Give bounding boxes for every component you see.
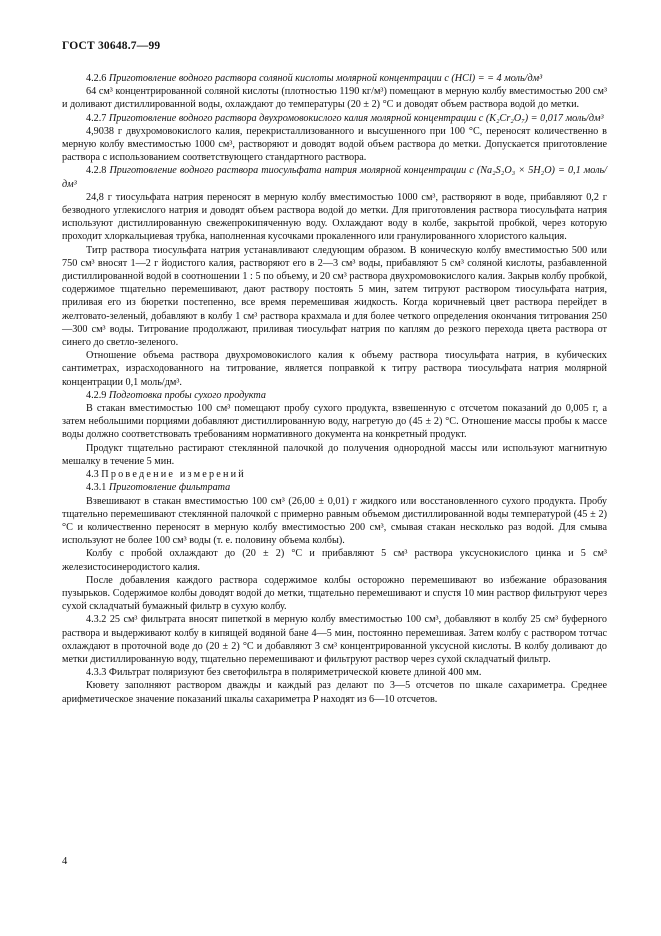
paragraph: В стакан вместимостью 100 см³ помещают пробу сухого продукта, взвешенную с отсчетом показаний до 0,005 г, а затем небольшими порциями добавляют дистиллированную воду, нагретую до (45 ± 2) °С. Отношение массы пробы к массе воды должно соответствовать требованиям нормативного документа на конкретный продукт. [62,403,607,441]
paragraph: 4.3.2 25 см³ фильтрата вносят пипеткой в мерную колбу вместимостью 100 см³, добавляют в колбу 25 см³ буферного раствора и выдерживают колбу в кипящей водяной бане 4—5 мин, постоянно перемешивая. Затем колбу с раствором тотчас охлаждают в проточной воде до (20 ± 2) °С и добавляют 3 см³ концентрированной уксусной кислоты. В колбу доливают до метки дистиллированную воду, тщательно перемешивают и фильтруют раствор через сухой складчатый фильтр. [62,614,607,665]
section-heading: 4.3.1 Приготовление фильтрата [86,482,231,494]
paragraph: 24,8 г тиосульфата натрия переносят в мерную колбу вместимостью 1000 см³, растворяют в воде, прибавляют 0,2 г безводного углекислого натрия и доводят объем раствора водой до метки. Для приготовления раствора тиосульфата натрия используют дистиллированную свежепрокипяченную воду. Охлаждают воду в колбе, закрытой пробкой, через которую проходит хлоркальциевая трубка, наполненная кусочками прокаленного или гранулированного хлористого кальция. [62,191,607,243]
paragraph: Продукт тщательно растирают стеклянной палочкой до получения однородной массы или используют магнитную мешалку в течение 5 мин. [62,442,607,467]
section-heading: 4.2.8 Приготовление водного раствора тиосульфата натрия молярной концентрации с (Na₂S₂O₃ × 5H₂O) = 0,1 моль/дм³ [62,165,607,190]
paragraph: Отношение объема раствора двухромовокислого калия к объему раствора тиосульфата натрия, в кубических сантиметрах, израсходованного на титрование, является поправкой к титру раствора тиосульфата натрия молярной концентрации 0,1 моль/дм³. [62,350,607,388]
document-page [62,40,607,706]
paragraph: 64 см³ концентрированной соляной кислоты (плотностью 1190 кг/м³) помещают в мерную колбу вместимостью 200 см³ и доливают дистиллированной воды, охлаждают до температуры (20 ± 2) °С и доводят объем раствора водой до метки. [62,86,607,111]
page-number: 4 [62,856,68,867]
section-heading: 4.3 Проведение измерений [86,469,246,481]
document-body [62,72,607,706]
paragraph: 4.3.3 Фильтрат поляризуют без светофильтра в поляриметрической кювете длиной 400 мм. [86,667,482,679]
paragraph: 4,9038 г двухромовокислого калия, перекристаллизованного и высушенного при 100 °С, переносят количественно в мерную колбу вместимостью 1000 см³, растворяют и доводят водой объем раствора до метки. Допускается приготовление раствора с использованием соответствующего стандартного раствора. [62,125,607,164]
paragraph: Титр раствора тиосульфата натрия устанавливают следующим образом. В коническую колбу вместимостью 500 или 750 см³ вносят 1—2 г йодистого калия, растворяют его в 2—3 см³ воды, прибавляют 5 см³ соляной кислоты, разбавленной дистиллированной водой в соотношении 1 : 5 по объему, и 20 см³ раствора двухромовокислого калия. Закрыв колбу пробкой, содержимое тщательно перемешивают, дают раствору постоять 5 мин, затем титруют раствором тиосульфата натрия, приливая его из бюретки постепенно, все время перемешивая жидкость. Когда коричневый цвет раствора перейдет в желтовато-зеленый, добавляют в колбу 1 см³ раствора крахмала и для более четкого определения окончания титрования 250—300 см³ воды. Титрование продолжают, приливая тиосульфат натрия по каплям до резкого перехода цвета раствора от синего до светло-зеленого. [62,244,607,349]
section-heading: 4.2.9 Подготовка пробы сухого продукта [86,389,266,401]
paragraph: После добавления каждого раствора содержимое колбы осторожно перемешивают во избежание образования пузырьков. Содержимое колбы доводят водой до метки, тщательно перемешивают и спустя 10 мин раствор фильтруют через сухой складчатый бумажный фильтр в сухую колбу. [62,574,607,613]
paragraph: Кювету заполняют раствором дважды и каждый раз делают по 3—5 отсчетов по шкале сахариметра. Среднее арифметическое значение показаний шкалы сахариметра P находят из 6—10 отсчетов. [62,680,607,705]
section-heading: 4.2.6 Приготовление водного раствора соляной кислоты молярной концентрации с (HCl) = = 4 моль/дм³ [86,73,543,84]
section-heading: 4.2.7 Приготовление водного раствора двухромовокислого калия молярной концентрации с (K₂Cr₂O₇) = 0,017 моль/дм³ [86,112,604,124]
document-header: ГОСТ 30648.7—99 [62,40,161,52]
paragraph: Взвешивают в стакан вместимостью 100 см³ (26,00 ± 0,01) г жидкого или восстановленного сухого продукта. Пробу тщательно перемешивают стеклянной палочкой с примерно равным объемом дистиллированной воды температурой (45 ± 2) °С и количественно переносят в мерную колбу вместимостью 200 см³, смывая стакан несколько раз водой. Для смыва используют не более 100 см³ воды (т. е. половину объема колбы). [62,495,607,547]
paragraph: Колбу с пробой охлаждают до (20 ± 2) °С и прибавляют 5 см³ раствора уксуснокислого цинка и 5 см³ железистосинеродистого калия. [62,548,607,573]
